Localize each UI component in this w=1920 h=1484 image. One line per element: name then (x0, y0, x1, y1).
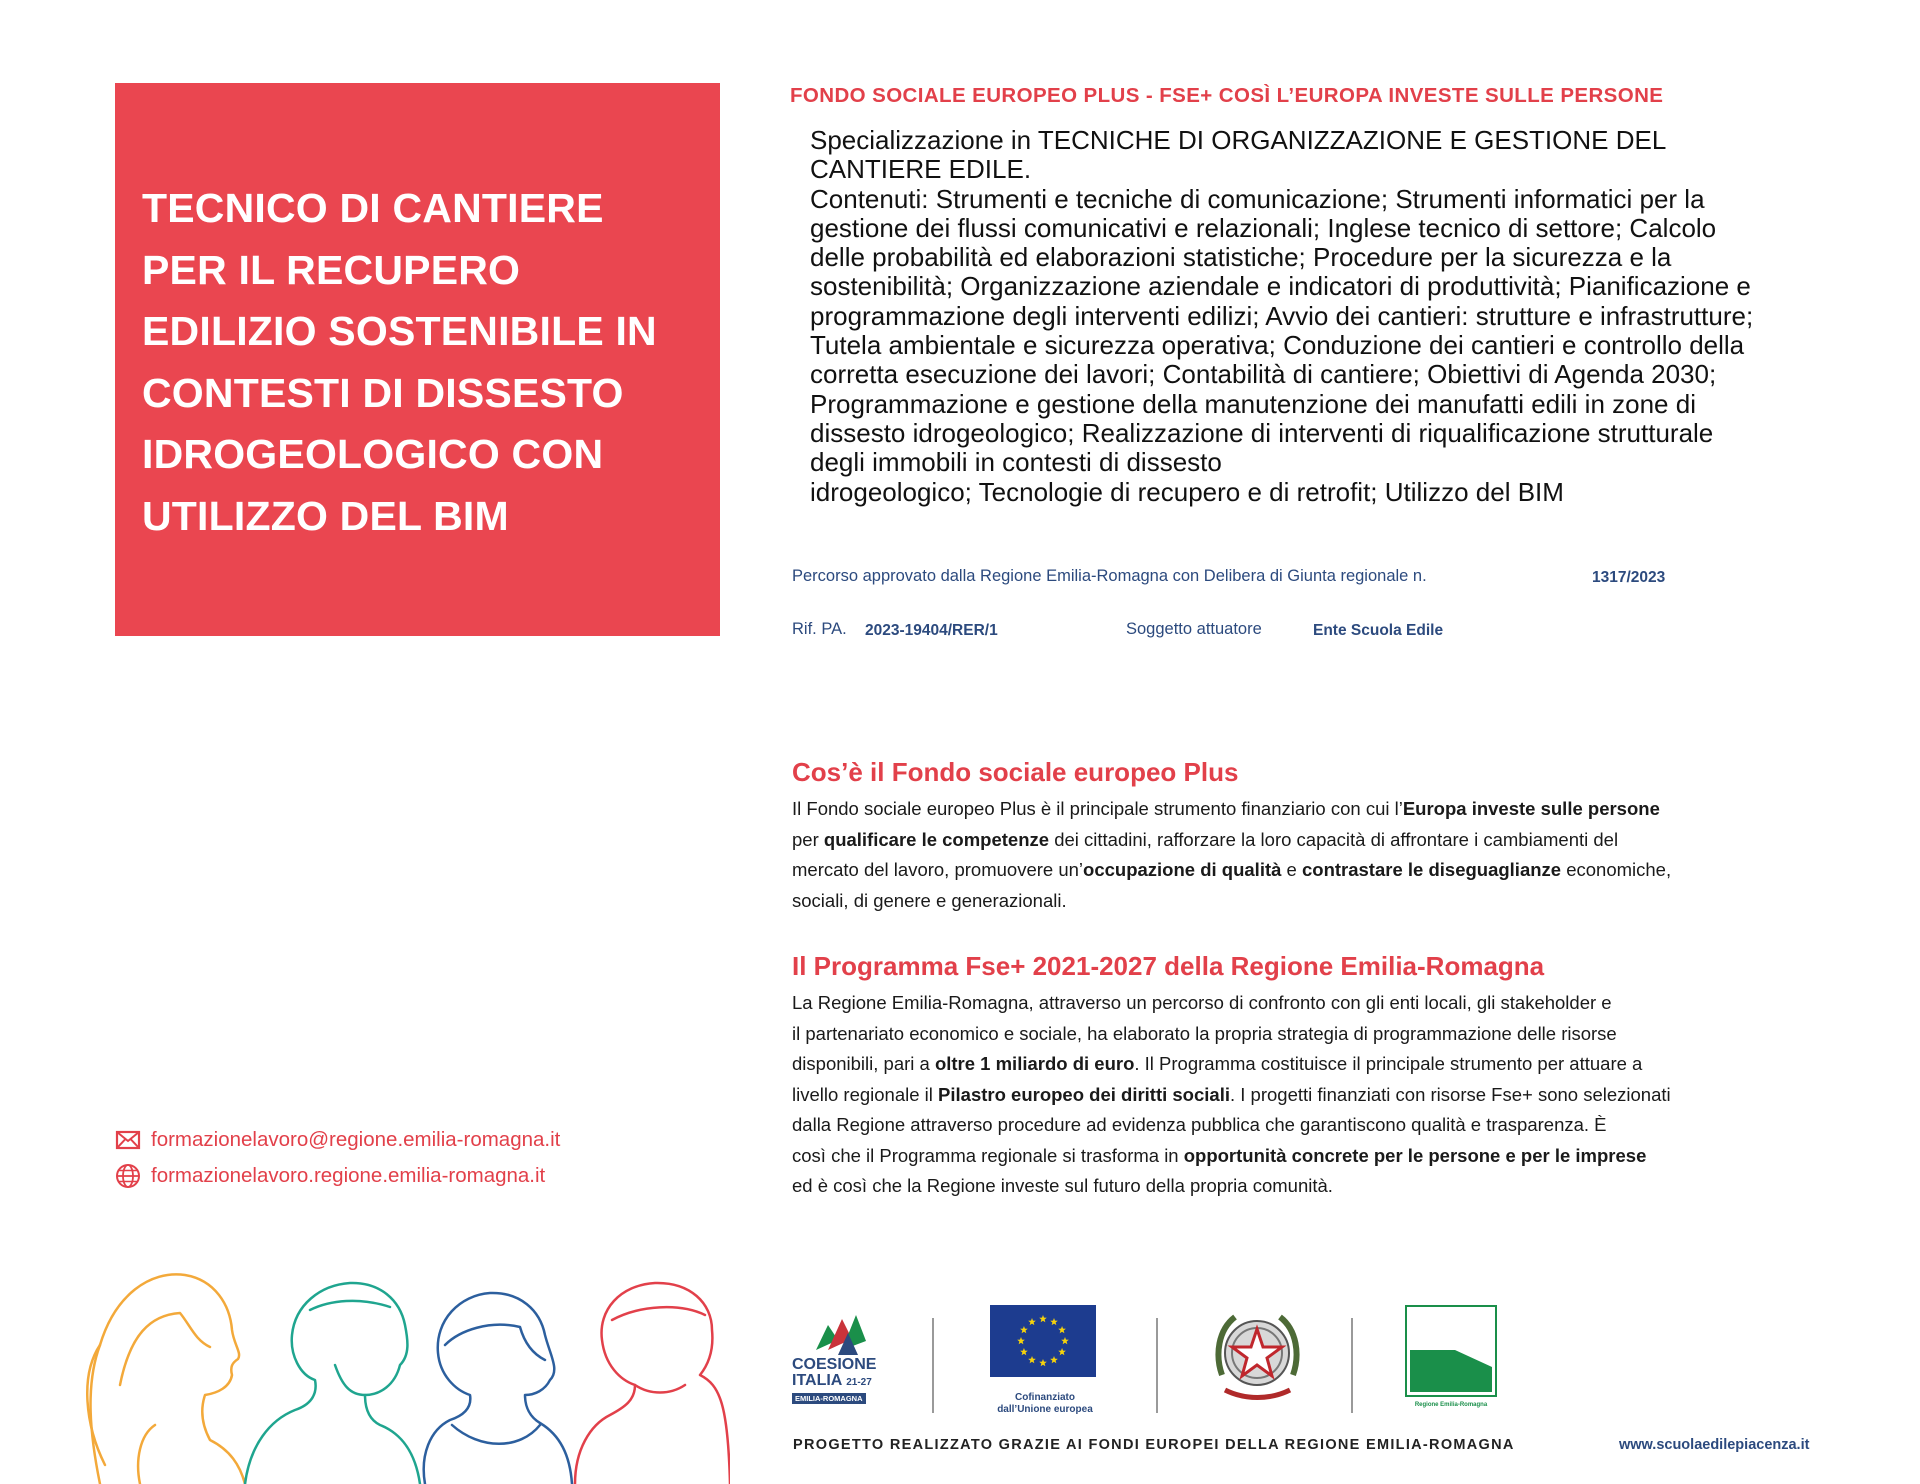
bold-span: oltre 1 miliardo di euro (934, 1053, 1135, 1074)
section-programma-title: Il Programma Fse+ 2021-2027 della Regione Emilia-Romagna (792, 951, 1545, 981)
italian-republic-emblem (1210, 1305, 1305, 1415)
text-span: per (792, 828, 824, 850)
coesione-italia-logo (790, 1305, 890, 1415)
course-line: degli immobili in contesti di dissesto (810, 447, 1222, 478)
section-fse-title: Cos’è il Fondo sociale europeo Plus (792, 757, 1239, 787)
course-line: delle probabilità ed elaborazioni statistiche; Procedure per la sicurezza e la (810, 242, 1672, 273)
text-span: Il Fondo sociale europeo Plus è il principale strumento finanziario con cui l’ (792, 798, 1403, 819)
course-line: corretta esecuzione dei lavori; Contabilità di cantiere; Obiettivi di Agenda 2030; (810, 359, 1717, 390)
course-title (142, 178, 702, 547)
soggetto-value: Ente Scuola Edile (1313, 622, 1444, 639)
title-line: UTILIZZO DEL BIM (142, 492, 509, 539)
text-span: disponibili, pari a (792, 1053, 935, 1074)
coesione-line2: ITALIA (792, 1372, 842, 1389)
website-link[interactable]: formazionelavoro.regione.emilia-romagna.it (151, 1164, 546, 1187)
bold-span: contrastare le diseguaglianze (1301, 859, 1562, 880)
logo-divider (1351, 1318, 1353, 1413)
rif-label: Rif. PA. (792, 620, 847, 638)
footer-website-link[interactable]: www.scuolaedilepiacenza.it (1619, 1437, 1810, 1453)
coesione-years: 21-27 (846, 1377, 872, 1388)
fund-slogan: COSÌ L’EUROPA INVESTE SULLE PERSONE (1218, 84, 1664, 107)
title-line: TECNICO DI CANTIERE (142, 185, 604, 231)
email-contact[interactable] (115, 1128, 560, 1152)
people-illustration (80, 1235, 730, 1484)
course-line: Programmazione e gestione della manutenzione dei manufatti edili in zone di (810, 388, 1696, 419)
person-teal (245, 1283, 420, 1484)
coesione-line1: COESIONE (792, 1356, 877, 1373)
text-line: dalla Regione attraverso procedure ad evidenza pubblica che garantiscono qualità e trasparenza. È (792, 1114, 1607, 1135)
bold-span: opportunità concrete per le persone e per le imprese (1183, 1144, 1647, 1166)
eu-flag-icon (990, 1305, 1096, 1377)
text-line: ed è così che la Regione investe sul futuro della propria comunità. (792, 1175, 1333, 1196)
er-caption: Regione Emilia-Romagna (1414, 1402, 1488, 1408)
text-span: . Il Programma costituisce il principale strumento per attuare a (1134, 1053, 1643, 1074)
coesione-mark-icon (808, 1305, 868, 1355)
course-line: dissesto idrogeologico; Realizzazione di interventi di riqualificazione strutturale (810, 417, 1714, 448)
course-line: programmazione degli interventi edilizi; Avvio dei cantieri: strutture e infrastrutture; (810, 300, 1754, 331)
course-line: sostenibilità; Organizzazione aziendale e indicatori di produttività; Pianificazione e (810, 271, 1751, 302)
er-logo-icon (1405, 1305, 1497, 1397)
bold-span: occupazione di qualità (1083, 859, 1282, 880)
bold-span: Europa investe sulle persone (1402, 798, 1660, 819)
course-description (810, 126, 1890, 507)
email-link[interactable]: formazionelavoro@regione.emilia-romagna.it (151, 1128, 561, 1151)
text-span: e (1281, 859, 1302, 880)
title-line: PER IL RECUPERO (142, 246, 521, 293)
logo-divider (1156, 1318, 1158, 1413)
emblem-icon (1210, 1305, 1305, 1410)
course-line: Contenuti: Strumenti e tecniche di comunicazione; Strumenti informatici per la (810, 183, 1705, 214)
title-line: EDILIZIO SOSTENIBILE IN (142, 308, 657, 354)
person-blue (424, 1293, 572, 1484)
course-line: Specializzazione in TECNICHE DI ORGANIZZAZIONE E GESTIONE DEL (810, 125, 1667, 155)
emilia-romagna-logo (1405, 1305, 1500, 1415)
bold-span: qualificare le competenze (823, 828, 1050, 850)
course-line: CANTIERE EDILE. (810, 154, 1032, 185)
text-span: così che il Programma regionale si trasforma in (792, 1144, 1184, 1166)
person-orange (87, 1274, 245, 1484)
envelope-icon (115, 1130, 141, 1150)
text-span: economiche, (1561, 859, 1672, 880)
bold-span: Pilastro europeo dei diritti sociali (938, 1083, 1230, 1105)
section-programma-body (792, 988, 1822, 1202)
course-line: idrogeologico; Tecnologie di recupero e di retrofit; Utilizzo del BIM (810, 476, 1564, 507)
footer-text: PROGETTO REALIZZATO GRAZIE AI FONDI EUROPEI DELLA REGIONE EMILIA-ROMAGNA (793, 1437, 1515, 1453)
person-red (575, 1283, 730, 1484)
globe-icon (115, 1163, 141, 1189)
title-line: CONTESTI DI DISSESTO (142, 369, 624, 416)
course-line: gestione dei flussi comunicativi e relazionali; Inglese tecnico di settore; Calcolo (810, 212, 1717, 243)
text-line: sociali, di genere e generazionali. (792, 889, 1067, 911)
text-span: mercato del lavoro, promuovere un’ (792, 859, 1084, 880)
course-line: Tutela ambientale e sicurezza operativa; Conduzione dei cantieri e controllo della (810, 330, 1745, 361)
text-line: La Regione Emilia-Romagna, attraverso un percorso di confronto con gli enti locali, gli stakeholder e (792, 992, 1612, 1013)
title-line: IDROGEOLOGICO CON (142, 431, 604, 477)
coesione-region: EMILIA-ROMAGNA (792, 1393, 866, 1404)
fund-label: FONDO SOCIALE EUROPEO PLUS - FSE+ (790, 84, 1213, 107)
text-span: dei cittadini, rafforzare la loro capacità di affrontare i cambiamenti del (1049, 828, 1619, 850)
eu-caption-2: dall’Unione europea (997, 1404, 1093, 1415)
soggetto-label: Soggetto attuatore (1126, 620, 1262, 638)
text-line: il partenariato economico e sociale, ha elaborato la propria strategia di programmazione delle risorse (792, 1022, 1617, 1044)
rif-value: 2023-19404/RER/1 (865, 622, 998, 639)
fund-header (790, 84, 1663, 108)
section-fse-body (792, 794, 1822, 916)
delibera-number: 1317/2023 (1592, 569, 1666, 586)
web-contact[interactable] (115, 1163, 545, 1189)
eu-logo (990, 1305, 1100, 1415)
eu-caption-1: Cofinanziato (1015, 1392, 1075, 1403)
text-span: livello regionale il (792, 1083, 939, 1105)
approval-text: Percorso approvato dalla Regione Emilia-Romagna con Delibera di Giunta regionale n. (792, 567, 1427, 585)
text-span: . I progetti finanziati con risorse Fse+ sono selezionati (1229, 1083, 1671, 1105)
logo-divider (932, 1318, 934, 1413)
